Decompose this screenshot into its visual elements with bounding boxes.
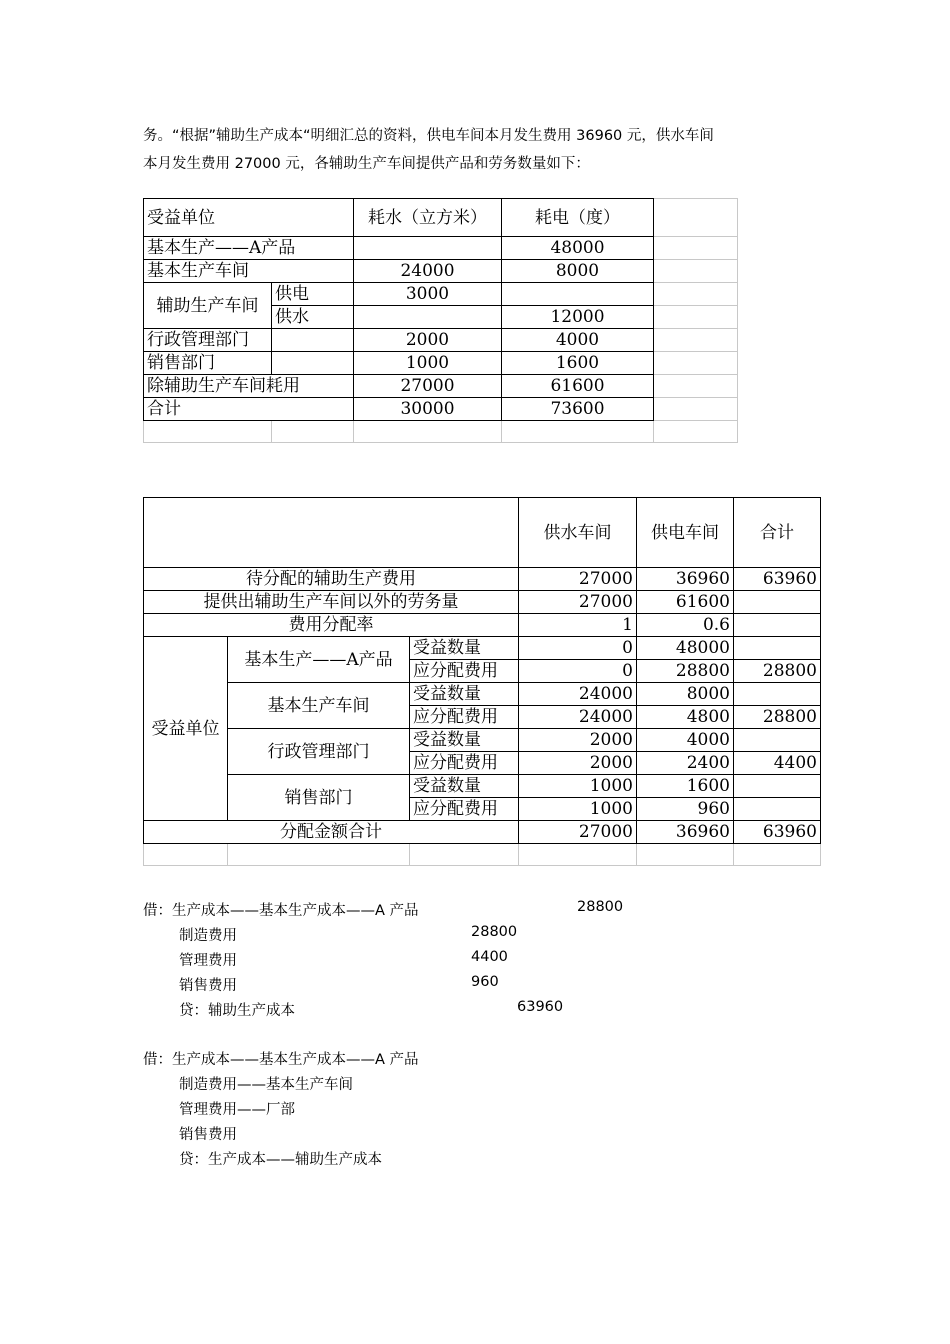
cell-power: 61600 xyxy=(502,375,654,398)
header-water: 耗水（立方米） xyxy=(354,199,502,237)
cell-water: 1000 xyxy=(519,798,637,821)
row-sublabel: 供水 xyxy=(272,306,354,329)
entry-amount: 28800 xyxy=(471,924,518,940)
qty-label: 受益数量 xyxy=(410,637,519,660)
row-label: 辅助生产车间 xyxy=(144,283,272,329)
entry-amount: 960 xyxy=(471,974,499,990)
cell-water: 1000 xyxy=(519,775,637,798)
header-total: 合计 xyxy=(734,498,821,568)
cell-water: 27000 xyxy=(519,591,637,614)
row-label: 除辅助生产车间耗用 xyxy=(144,375,354,398)
cell-power: 8000 xyxy=(502,260,654,283)
cell-power: 0.6 xyxy=(637,614,734,637)
entry-line: 销售费用 xyxy=(179,978,237,994)
cell-water: 3000 xyxy=(354,283,502,306)
cell-water: 1 xyxy=(519,614,637,637)
entry-amount: 63960 xyxy=(517,999,564,1015)
qty-label: 受益数量 xyxy=(410,729,519,752)
cell-power: 960 xyxy=(637,798,734,821)
cell-water: 2000 xyxy=(519,729,637,752)
row-label: 分配金额合计 xyxy=(144,821,519,844)
cell-power xyxy=(502,283,654,306)
cell-water: 1000 xyxy=(354,352,502,375)
cell-power: 8000 xyxy=(637,683,734,706)
cell-total: 63960 xyxy=(734,821,821,844)
cell-power: 4000 xyxy=(637,729,734,752)
row-label: 基本生产车间 xyxy=(144,260,354,283)
cell-water xyxy=(354,237,502,260)
cell-power: 2400 xyxy=(637,752,734,775)
entry-line: 管理费用 xyxy=(179,953,237,969)
row-label: 销售部门 xyxy=(144,352,272,375)
cell-power: 1600 xyxy=(502,352,654,375)
group-label: 基本生产车间 xyxy=(228,683,410,729)
row-label: 提供出辅助生产车间以外的劳务量 xyxy=(144,591,519,614)
header-unit: 受益单位 xyxy=(144,199,354,237)
entry-line: 制造费用——基本生产车间 xyxy=(179,1077,353,1093)
row-sublabel: 供电 xyxy=(272,283,354,306)
entry-line: 借：生产成本——基本生产成本——A 产品 xyxy=(143,1052,419,1068)
cell-power: 48000 xyxy=(637,637,734,660)
cell-water: 24000 xyxy=(354,260,502,283)
fee-label: 应分配费用 xyxy=(410,752,519,775)
fee-label: 应分配费用 xyxy=(410,706,519,729)
row-label: 费用分配率 xyxy=(144,614,519,637)
intro-line-1: 务。“根据”辅助生产成本“明细汇总的资料，供电车间本月发生费用 36960 元，供水车间 xyxy=(143,128,714,144)
qty-label: 受益数量 xyxy=(410,683,519,706)
cell-power: 4000 xyxy=(502,329,654,352)
row-label: 待分配的辅助生产费用 xyxy=(144,568,519,591)
cell-power: 36960 xyxy=(637,568,734,591)
header-power: 耗电（度） xyxy=(502,199,654,237)
cell-power: 73600 xyxy=(502,398,654,421)
cell-water: 27000 xyxy=(519,568,637,591)
cell-water: 24000 xyxy=(519,706,637,729)
cell-power: 28800 xyxy=(637,660,734,683)
cell-total: 28800 xyxy=(734,660,821,683)
entry-line: 销售费用 xyxy=(179,1127,237,1143)
entry-amount: 4400 xyxy=(471,949,508,965)
cell-total: 28800 xyxy=(734,706,821,729)
entry-line: 管理费用——厂部 xyxy=(179,1102,295,1118)
group-label: 行政管理部门 xyxy=(228,729,410,775)
entry-line: 制造费用 xyxy=(179,928,237,944)
entry-line: 借：生产成本——基本生产成本——A 产品 xyxy=(143,903,419,919)
cell-power: 48000 xyxy=(502,237,654,260)
group-label: 销售部门 xyxy=(228,775,410,821)
cell-water: 2000 xyxy=(519,752,637,775)
row-label: 行政管理部门 xyxy=(144,329,272,352)
group-label: 基本生产——A产品 xyxy=(228,637,410,683)
cell-water: 27000 xyxy=(519,821,637,844)
intro-paragraph xyxy=(143,124,823,177)
cell-power: 36960 xyxy=(637,821,734,844)
qty-label: 受益数量 xyxy=(410,775,519,798)
header-water-shop: 供水车间 xyxy=(519,498,637,568)
cell-power: 1600 xyxy=(637,775,734,798)
entry-amount: 28800 xyxy=(577,899,624,915)
fee-label: 应分配费用 xyxy=(410,660,519,683)
cell-total: 4400 xyxy=(734,752,821,775)
header-power-shop: 供电车间 xyxy=(637,498,734,568)
cell-power: 4800 xyxy=(637,706,734,729)
entry-line: 贷：生产成本——辅助生产成本 xyxy=(179,1152,382,1168)
intro-line-2: 本月发生费用 27000 元，各辅助生产车间提供产品和劳务数量如下： xyxy=(143,156,590,172)
cell-water: 0 xyxy=(519,637,637,660)
entry-line: 贷：辅助生产成本 xyxy=(179,1003,295,1019)
cell-water xyxy=(354,306,502,329)
consumption-table xyxy=(143,198,738,443)
cell-power: 12000 xyxy=(502,306,654,329)
beneficiary-label: 受益单位 xyxy=(144,637,228,821)
cell-water: 27000 xyxy=(354,375,502,398)
cell-water: 0 xyxy=(519,660,637,683)
cell-total: 63960 xyxy=(734,568,821,591)
row-label: 合计 xyxy=(144,398,354,421)
allocation-table xyxy=(143,497,821,866)
row-label: 基本生产——A产品 xyxy=(144,237,354,260)
cell-water: 30000 xyxy=(354,398,502,421)
cell-water: 2000 xyxy=(354,329,502,352)
fee-label: 应分配费用 xyxy=(410,798,519,821)
cell-power: 61600 xyxy=(637,591,734,614)
cell-water: 24000 xyxy=(519,683,637,706)
